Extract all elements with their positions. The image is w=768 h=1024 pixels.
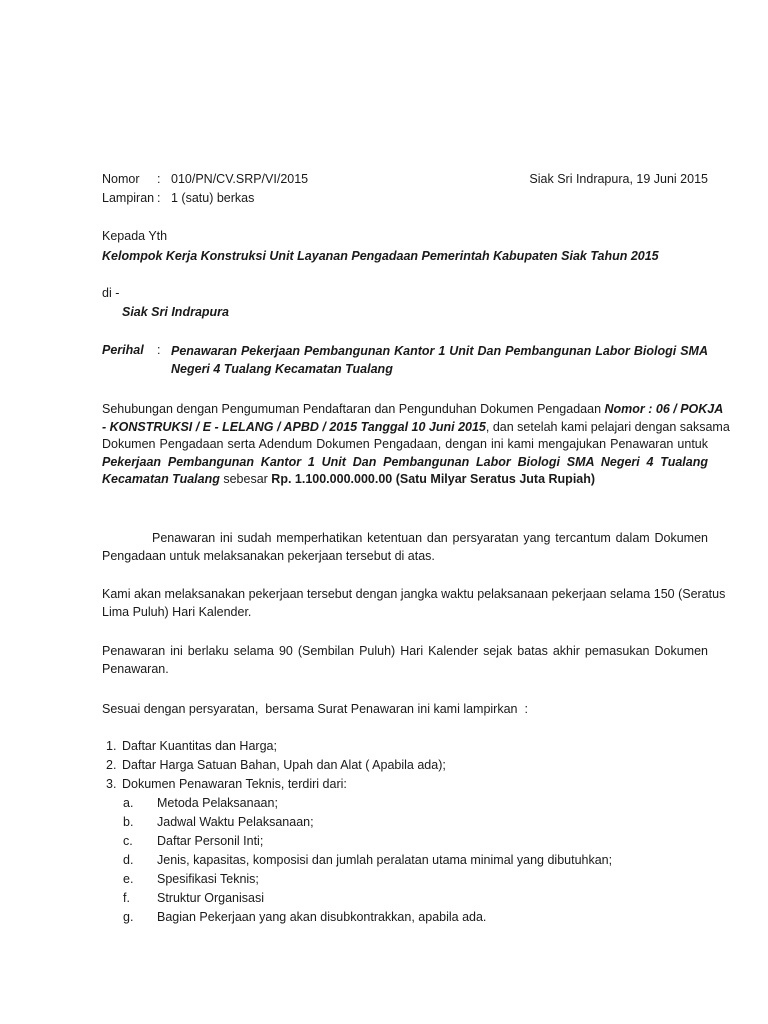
kepada-yth: Kepada Yth	[102, 229, 168, 243]
perihal-line-1: Penawaran Pekerjaan Pembangunan Kantor 1 Unit Dan Pembangunan Labor Biologi SMA	[171, 344, 708, 358]
paragraph-reference	[102, 401, 730, 489]
sublist-marker: b.	[123, 815, 134, 829]
paragraph-4-line-2: Penawaran.	[102, 661, 169, 676]
paragraph-1-line-3: Dokumen Pengadaan serta Adendum Dokumen Pengadaan, dengan ini kami mengajukan Penawaran untuk	[102, 437, 708, 451]
lampiran-separator: :	[157, 191, 161, 205]
list-number: 2.	[106, 758, 117, 772]
p1-sebesar: sebesar	[219, 472, 272, 486]
paragraph-2-line-2: Pengadaan untuk melaksanakan pekerjaan tersebut di atas.	[102, 548, 435, 563]
list-item: Daftar Kuantitas dan Harga;	[122, 739, 277, 753]
p1-nomor-cont: - KONSTRUKSI / E - LELANG / APBD / 2015 Tanggal 10 Juni 2015	[102, 419, 486, 434]
recipient-name: Kelompok Kerja Konstruksi Unit Layanan Pengadaan Pemerintah Kabupaten Siak Tahun 2015	[102, 249, 659, 263]
list-number: 3.	[106, 777, 117, 791]
p1-text-2: , dan setelah kami pelajari dengan saksama	[485, 419, 730, 434]
perihal-separator: :	[157, 343, 161, 357]
sublist-marker: d.	[123, 853, 134, 867]
perihal-subject	[171, 343, 708, 378]
sublist-item: Bagian Pekerjaan yang akan disubkontrakkan, apabila ada.	[157, 910, 487, 924]
sublist-item: Metoda Pelaksanaan;	[157, 796, 278, 810]
sublist-item: Struktur Organisasi	[157, 891, 264, 905]
paragraph-attachments-intro: Sesuai dengan persyaratan, bersama Surat Penawaran ini kami lampirkan :	[102, 702, 528, 716]
recipient-location: Siak Sri Indrapura	[122, 305, 229, 319]
lampiran-label: Lampiran	[102, 191, 155, 205]
paragraph-1-line-5	[102, 471, 708, 489]
sublist-item: Spesifikasi Teknis;	[157, 872, 259, 886]
paragraph-3-line-2: Lima Puluh) Hari Kalender.	[102, 604, 252, 619]
paragraph-validity	[102, 643, 708, 678]
p1-text: Sehubungan dengan Pengumuman Pendaftaran dan Pengunduhan Dokumen Pengadaan	[102, 402, 602, 416]
sublist-item: Daftar Personil Inti;	[157, 834, 264, 848]
paragraph-4-line-1: Penawaran ini berlaku selama 90 (Sembilan Puluh) Hari Kalender sejak batas akhir pemasukan Dokumen	[102, 644, 708, 658]
di-label: di -	[102, 286, 120, 300]
paragraph-1-line-2	[102, 419, 730, 437]
sublist-marker: f.	[123, 891, 130, 905]
paragraph-duration	[102, 586, 726, 621]
paragraph-2-line-1: Penawaran ini sudah memperhatikan ketentuan dan persyaratan yang tercantum dalam Dokumen	[152, 531, 708, 545]
paragraph-consideration	[102, 530, 708, 565]
sublist-marker: a.	[123, 796, 134, 810]
sublist-marker: g.	[123, 910, 134, 924]
list-item: Daftar Harga Satuan Bahan, Upah dan Alat ( Apabila ada);	[122, 758, 446, 772]
paragraph-3-line-1: Kami akan melaksanakan pekerjaan tersebut dengan jangka waktu pelaksanaan pekerjaan selama 150 (Seratus	[102, 587, 726, 601]
nomor-label: Nomor	[102, 172, 140, 186]
lampiran-value: 1 (satu) berkas	[171, 191, 255, 205]
sublist-marker: c.	[123, 834, 133, 848]
list-item: Dokumen Penawaran Teknis, terdiri dari:	[122, 777, 347, 791]
sublist-item: Jenis, kapasitas, komposisi dan jumlah peralatan utama minimal yang dibutuhkan;	[157, 853, 613, 867]
p1-kecamatan: Kecamatan Tualang	[102, 472, 220, 486]
nomor-value: 010/PN/CV.SRP/VI/2015	[171, 172, 309, 186]
perihal-label: Perihal	[102, 343, 144, 357]
list-number: 1.	[106, 739, 117, 753]
sublist-marker: e.	[123, 872, 134, 886]
paragraph-1-line-1	[102, 401, 724, 419]
sublist-item: Jadwal Waktu Pelaksanaan;	[157, 815, 314, 829]
place-date: Siak Sri Indrapura, 19 Juni 2015	[529, 172, 708, 186]
perihal-line-2: Negeri 4 Tualang Kecamatan Tualang	[171, 361, 393, 376]
paragraph-1-line-4: Pekerjaan Pembangunan Kantor 1 Unit Dan Pembangunan Labor Biologi SMA Negeri 4 Tualang	[102, 454, 708, 469]
p1-nomor: Nomor : 06 / POKJA	[604, 402, 724, 416]
p1-amount: Rp. 1.100.000.000.00 (Satu Milyar Seratus Juta Rupiah)	[271, 472, 596, 486]
nomor-separator: :	[157, 172, 161, 186]
